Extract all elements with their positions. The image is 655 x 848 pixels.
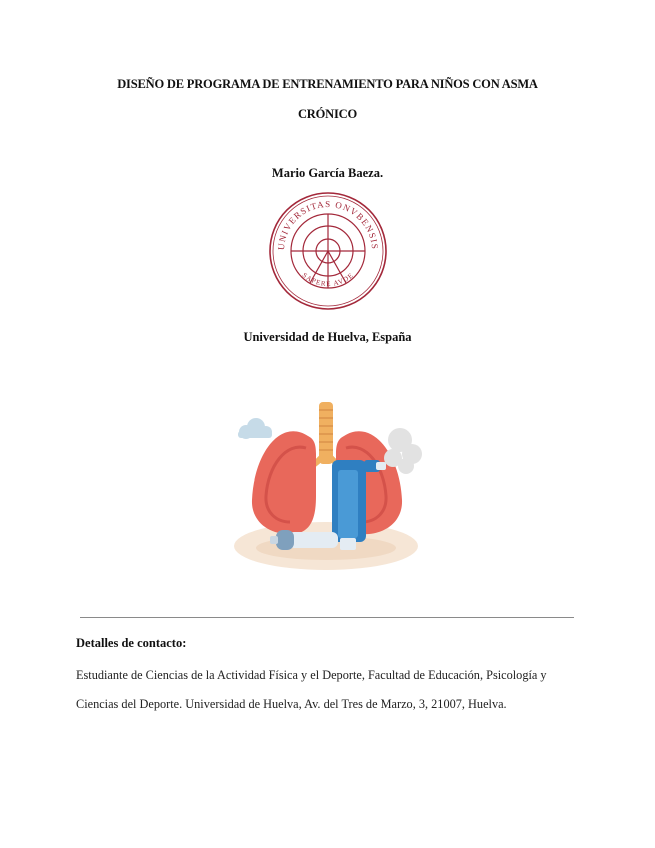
university-name: Universidad de Huelva, España <box>243 330 412 344</box>
seal-bottom-text: SAPERE AVDE <box>300 271 356 289</box>
contact-details-line-1: Estudiante de Ciencias de la Actividad Física y el Deporte, Facultad de Educación, Psicología y <box>76 668 547 682</box>
seal-top-text: UNIVERSITAS ONVBENSIS <box>275 198 381 251</box>
university-seal-icon <box>267 190 389 312</box>
contact-details-line-2: Ciencias del Deporte. Universidad de Huelva, Av. del Tres de Marzo, 3, 21007, Huelva. <box>76 697 507 711</box>
section-divider <box>80 617 574 618</box>
author-name: Mario García Baeza. <box>271 166 384 180</box>
document-title-line-2: CRÓNICO <box>297 107 358 121</box>
document-title-line-1: DISEÑO DE PROGRAMA DE ENTRENAMIENTO PARA NIÑOS CON ASMA <box>117 77 538 91</box>
contact-heading: Detalles de contacto: <box>76 636 187 650</box>
lungs-inhaler-icon <box>228 396 428 576</box>
